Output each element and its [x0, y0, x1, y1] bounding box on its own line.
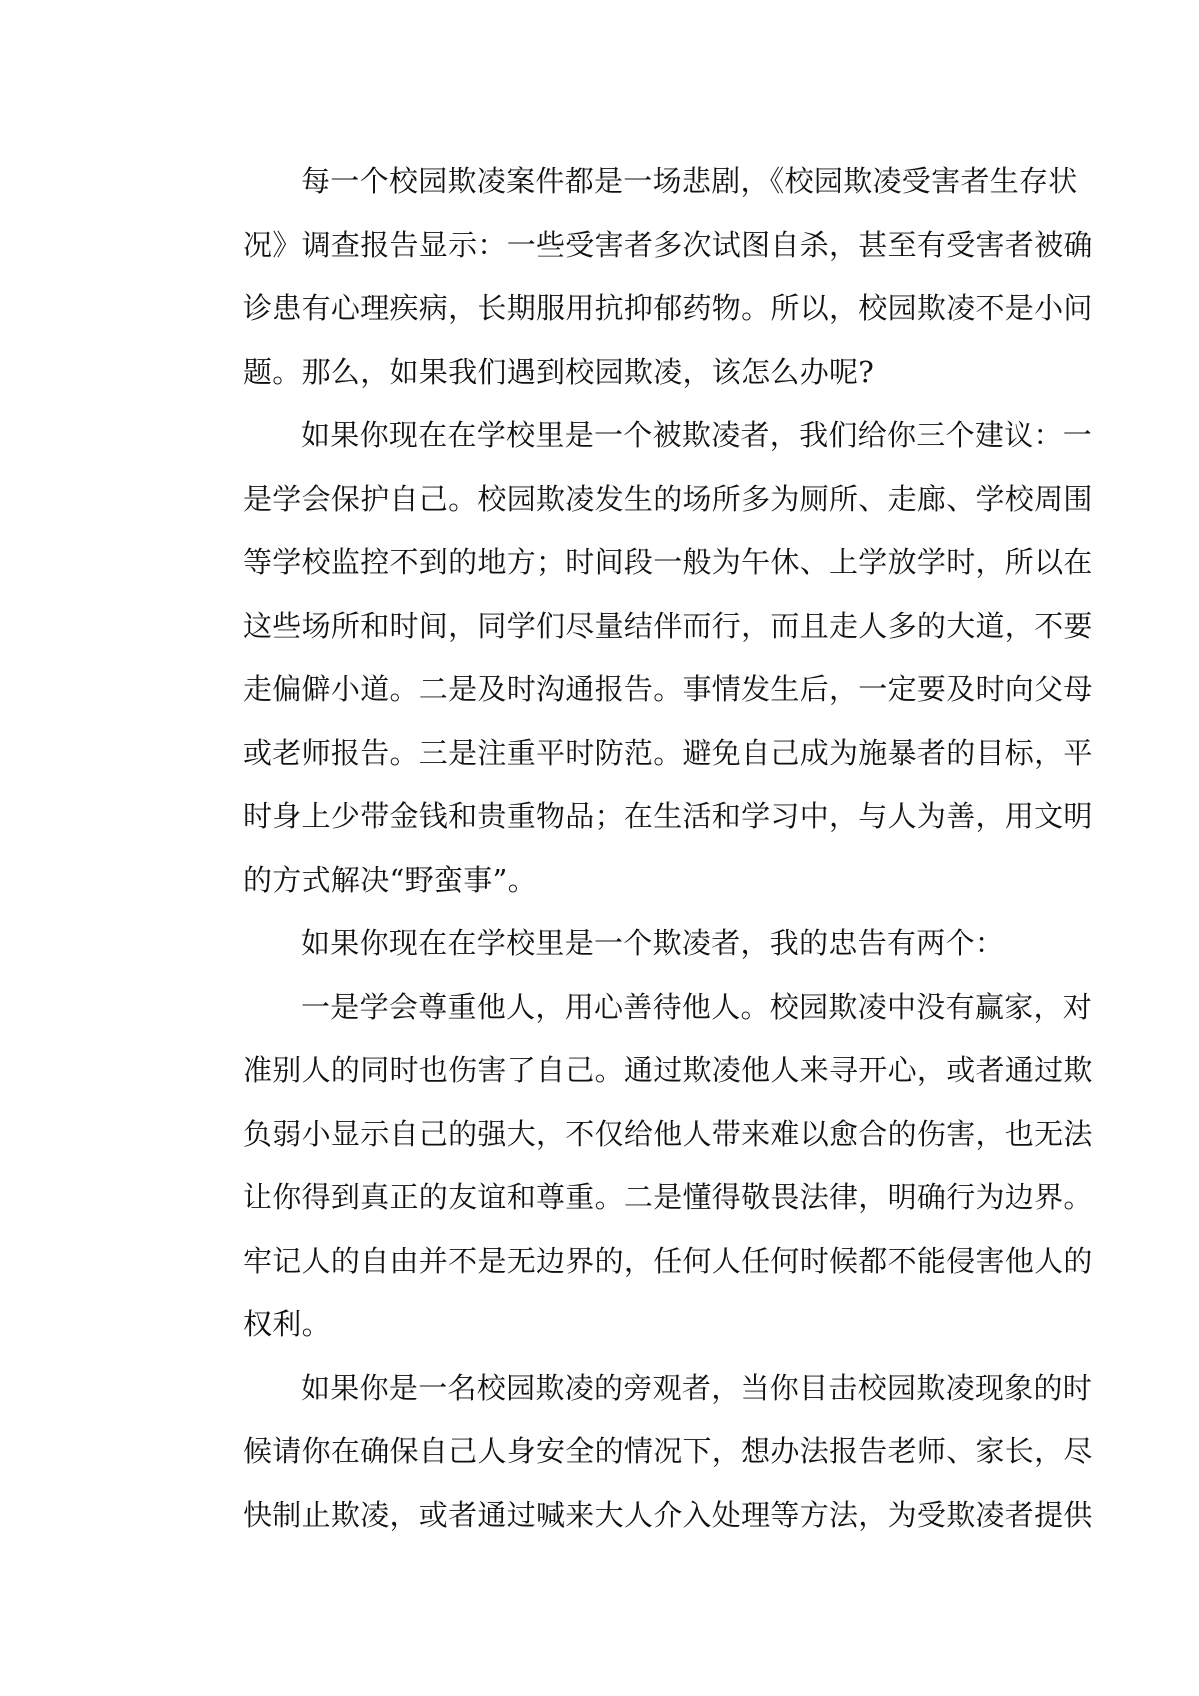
text-line: 快制止欺凌，或者通过喊来大人介入处理等方法，为受欺凌者提供 — [243, 1497, 1093, 1532]
text-line: 一是学会尊重他人，用心善待他人。校园欺凌中没有赢家，对 — [301, 989, 1093, 1024]
text-line: 如果你是一名校园欺凌的旁观者，当你目击校园欺凌现象的时 — [301, 1370, 1093, 1405]
paragraph-1 — [185, 150, 1093, 404]
text-line: 是学会保护自己。校园欺凌发生的场所多为厕所、走廊、学校周围 — [243, 481, 1093, 516]
text-line: 如果你现在在学校里是一个被欺凌者，我们给你三个建议：一 — [301, 418, 1093, 452]
paragraph-5 — [185, 1357, 1093, 1548]
text-line: 候请你在确保自己人身安全的情况下，想办法报告老师、家长，尽 — [243, 1434, 1093, 1468]
text-line: 权利。 — [243, 1307, 331, 1341]
text-line: 这些场所和时间，同学们尽量结伴而行，而且走人多的大道，不要 — [243, 608, 1093, 643]
text-line: 况》调查报告显示：一些受害者多次试图自杀，甚至有受害者被确 — [243, 227, 1093, 262]
text-line: 走偏僻小道。二是及时沟通报告。事情发生后，一定要及时向父母 — [243, 672, 1093, 706]
text-line: 让你得到真正的友谊和尊重。二是懂得敬畏法律，明确行为边界。 — [243, 1180, 1093, 1214]
paragraph-2 — [185, 404, 1093, 912]
text-line: 每一个校园欺凌案件都是一场悲剧，《校园欺凌受害者生存状 — [301, 164, 1078, 198]
text-line: 诊患有心理疾病，长期服用抗抑郁药物。所以，校园欺凌不是小问 — [243, 291, 1093, 325]
text-line: 如果你现在在学校里是一个欺凌者，我的忠告有两个： — [301, 926, 1005, 960]
paragraph-4 — [185, 976, 1093, 1357]
text-line: 或老师报告。三是注重平时防范。避免自己成为施暴者的目标，平 — [243, 735, 1093, 770]
paragraph-3 — [185, 912, 1015, 976]
text-line: 题。那么，如果我们遇到校园欺凌，该怎么办呢? — [243, 354, 875, 389]
text-line: 负弱小显示自己的强大，不仅给他人带来难以愈合的伤害，也无法 — [243, 1116, 1093, 1151]
text-line: 牢记人的自由并不是无边界的，任何人任何时候都不能侵害他人的 — [243, 1243, 1093, 1278]
document-body — [185, 150, 1093, 1547]
text-line: 等学校监控不到的地方；时间段一般为午休、上学放学时，所以在 — [243, 545, 1093, 579]
text-line: 准别人的同时也伤害了自己。通过欺凌他人来寻开心，或者通过欺 — [243, 1053, 1093, 1087]
text-line: 的方式解决“野蛮事”。 — [243, 862, 537, 897]
text-line: 时身上少带金钱和贵重物品；在生活和学习中，与人为善，用文明 — [243, 799, 1093, 833]
